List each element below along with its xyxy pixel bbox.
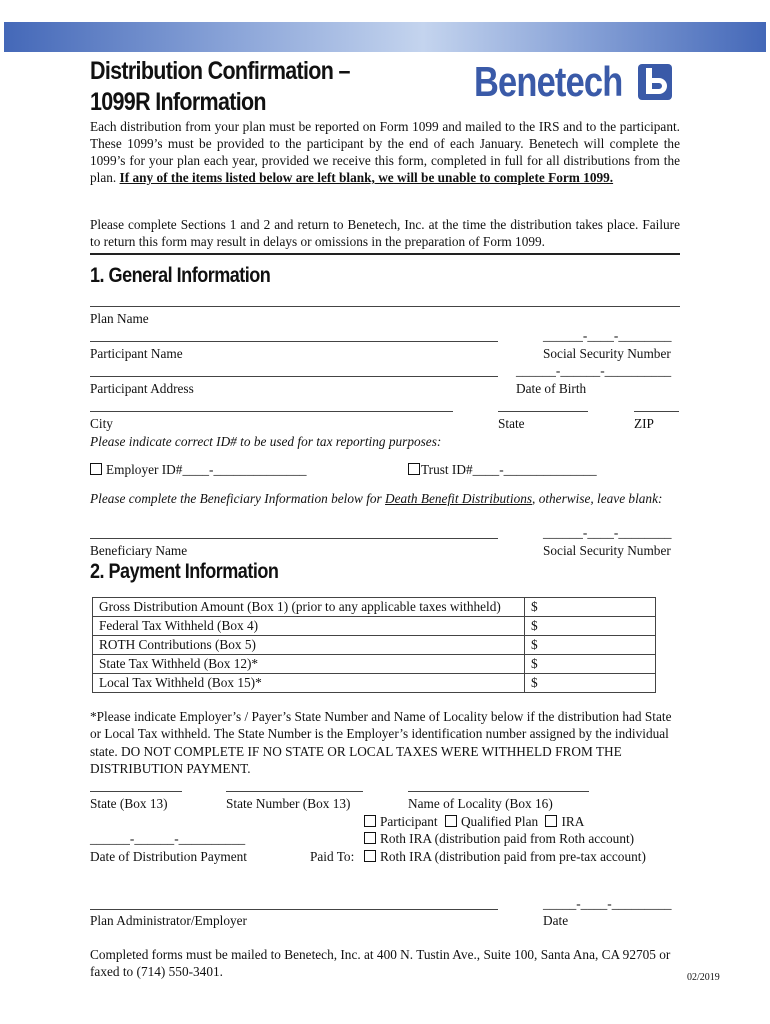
page-title: Distribution Confirmation – 1099R Information [90,57,350,116]
roth-pretax-checkbox[interactable] [364,850,376,862]
paid-to-options-row1 [364,814,584,830]
logo-text: Benetech [474,58,623,105]
roth-roth-option[interactable]: Roth IRA (distribution paid from Roth account) [364,831,634,847]
locality-line[interactable] [408,791,589,792]
amount-field[interactable]: $ [525,617,656,636]
form-revision: 02/2019 [687,972,720,983]
locality-label: Name of Locality (Box 16) [408,796,553,811]
amount-field[interactable]: $ [525,674,656,693]
payment-label: Gross Distribution Amount (Box 1) (prior to any applicable taxes withheld) [93,598,525,617]
roth-roth-checkbox[interactable] [364,832,376,844]
beneficiary-name-line[interactable] [90,538,498,539]
admin-label: Plan Administrator/Employer [90,913,247,928]
qualified-plan-option[interactable]: Qualified Plan [445,814,538,829]
intro-paragraph: Each distribution from your plan must be reported on Form 1099 and mailed to the IRS and to the participant. These 1099’s must be provided to the participant by the end of each January. Benetech will complete the 1099’s for your plan each year, provided we receive this form, completed in full for all distributions from the plan. If any of the items listed below are left blank, we will be unable to complete Form 1099. [90,119,680,185]
beneficiary-note: Please complete the Beneficiary Information below for Death Benefit Distributions, otherwise, leave blank: [90,491,663,506]
participant-ssn-field[interactable]: ______-____-________ [543,328,672,343]
payment-label: ROTH Contributions (Box 5) [93,636,525,655]
qualified-plan-checkbox[interactable] [445,815,457,827]
trust-id-checkbox[interactable] [408,463,420,475]
ira-option[interactable]: IRA [545,814,584,829]
payment-label: Local Tax Withheld (Box 15)* [93,674,525,693]
state-box-label: State (Box 13) [90,796,168,811]
trust-id-option[interactable]: Trust ID#____-______________ [408,462,597,478]
payment-table [92,597,656,693]
dob-label: Date of Birth [516,381,587,396]
amount-field[interactable]: $ [525,655,656,674]
section-payment-information: 2. Payment Information [90,560,279,583]
participant-checkbox[interactable] [364,815,376,827]
payment-label: State Tax Withheld (Box 12)* [93,655,525,674]
participant-option[interactable]: Participant [364,814,438,829]
dob-field[interactable]: ______-______-__________ [516,363,672,378]
city-label: City [90,416,113,431]
beneficiary-ssn-label: Social Security Number [543,543,671,558]
participant-name-label: Participant Name [90,346,183,361]
plan-name-label: Plan Name [90,311,149,326]
instructions-paragraph: Please complete Sections 1 and 2 and return to Benetech, Inc. at the time the distribution takes place. Failure to return this form may result in delays or omissions in the preparation of Form 1099. [90,217,680,249]
employer-id-option[interactable]: Employer ID#____-______________ [90,462,307,478]
section-general-information: 1. General Information [90,264,271,287]
participant-name-line[interactable] [90,341,498,342]
paid-to-label: Paid To: [310,849,355,864]
city-line[interactable] [90,411,453,412]
table-row [93,655,656,674]
beneficiary-ssn-field[interactable]: ______-____-________ [543,525,672,540]
admin-signature-line[interactable] [90,909,498,910]
state-box-line[interactable] [90,791,182,792]
state-label: State [498,416,525,431]
participant-address-label: Participant Address [90,381,194,396]
table-row [93,617,656,636]
table-row [93,674,656,693]
roth-pretax-option[interactable]: Roth IRA (distribution paid from pre-tax account) [364,849,646,865]
beneficiary-name-label: Beneficiary Name [90,543,188,558]
participant-address-line[interactable] [90,376,498,377]
id-note: Please indicate correct ID# to be used for tax reporting purposes: [90,434,442,449]
state-locality-note: *Please indicate Employer’s / Payer’s State Number and Name of Locality below if the distribution had State or Local Tax withheld. The State Number is the Employer’s identification number assigned by the individual state. DO NOT COMPLETE IF NO STATE OR LOCAL TAXES WERE WITHHELD FROM THE DISTRIBUTION PAYMENT. [90,709,672,776]
state-number-label: State Number (Box 13) [226,796,351,811]
amount-field[interactable]: $ [525,636,656,655]
distribution-date-label: Date of Distribution Payment [90,849,247,864]
ssn-label: Social Security Number [543,346,671,361]
zip-line[interactable] [634,411,679,412]
payment-label: Federal Tax Withheld (Box 4) [93,617,525,636]
table-row [93,598,656,617]
amount-field[interactable]: $ [525,598,656,617]
header-banner [4,22,766,52]
benetech-logo-icon [638,64,672,100]
state-line[interactable] [498,411,588,412]
distribution-date-field[interactable]: ______-______-__________ [90,831,246,846]
state-number-line[interactable] [226,791,363,792]
signature-date-field[interactable]: _____-____-_________ [543,896,672,911]
benetech-logo [474,58,672,106]
zip-label: ZIP [634,416,654,431]
intro-warning: If any of the items listed below are left blank, we will be unable to complete Form 1099. [119,170,614,185]
mailing-instructions: Completed forms must be mailed to Benetech, Inc. at 400 N. Tustin Ave., Suite 100, Santa Ana, CA 92705 or faxed to (714) 550-3401. [90,947,671,979]
ira-checkbox[interactable] [545,815,557,827]
table-row [93,636,656,655]
employer-id-checkbox[interactable] [90,463,102,475]
signature-date-label: Date [543,913,569,928]
plan-name-line[interactable] [90,306,680,307]
divider [90,253,680,255]
